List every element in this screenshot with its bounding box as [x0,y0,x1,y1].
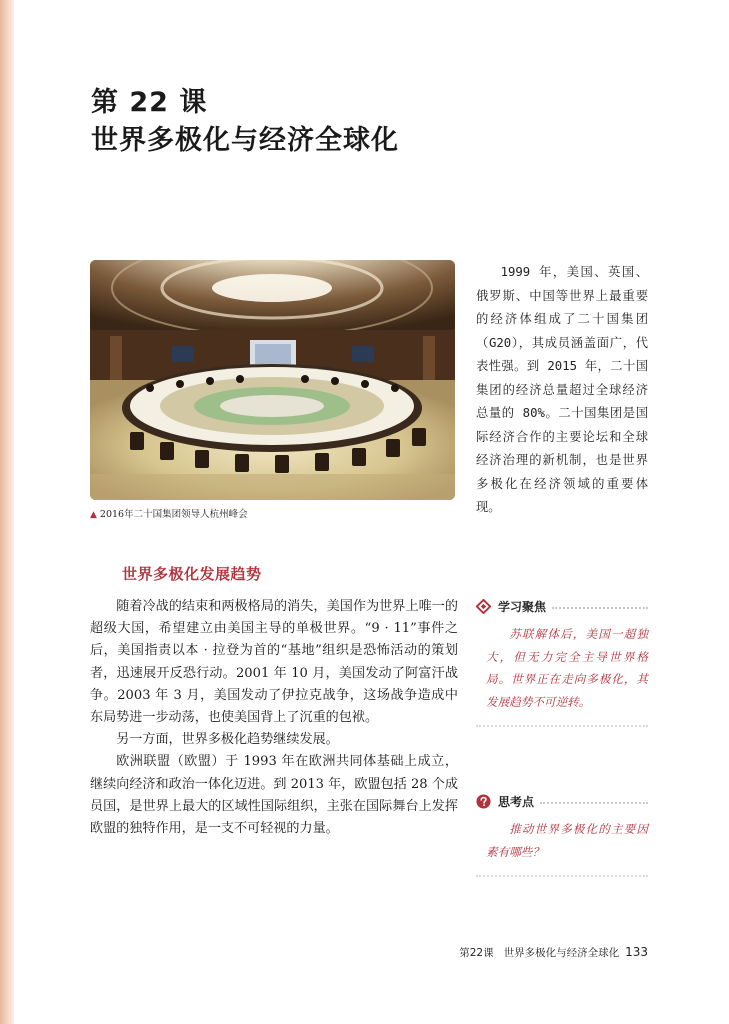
think-header [476,792,648,810]
dotted-divider [552,607,648,609]
lesson-title: 世界多极化与经济全球化 [91,125,399,156]
main-text [90,596,458,840]
caption-triangle-icon: ▲ [90,510,97,520]
section-heading: 世界多极化发展趋势 [122,565,262,583]
lesson-number: 第 22 课 [91,87,208,118]
think-text: 推动世界多极化的主要因素有哪些？ [486,822,648,859]
think-title: 思考点 [498,794,535,809]
think-box [476,792,648,877]
page-number: 133 [625,945,648,959]
paragraph: 另一方面，世界多极化趋势继续发展。 [116,732,339,748]
dotted-divider [540,802,648,804]
summit-hall-image [90,260,455,500]
dotted-divider [476,725,648,727]
page-footer [459,945,648,960]
study-focus-header [476,597,648,615]
diamond-focus-icon [476,599,491,614]
dotted-divider [476,875,648,877]
caption-text: 2016年二十国集团领导人杭州峰会 [99,509,248,520]
study-focus-box [476,597,648,727]
footer-lesson: 第22课 [459,947,494,959]
study-focus-title: 学习聚焦 [498,599,547,614]
question-mark-icon [476,794,491,809]
intro-text: 1999 年，美国、英国、俄罗斯、中国等世界上最重要的经济体组成了二十国集团（G20），其成员涵盖面广，代表性强。到 2015 年，二十国集团的经济总量超过全球经济总量的 80%。二十国集团是国际经济合作的主要论坛和全球经济治理的新机制，也是世界多极化在经济领域的重要体现。 [476,265,648,514]
paragraph: 欧洲联盟（欧盟）于 1993 年在欧洲共同体基础上成立，继续向经济和政治一体化迈进。到 2013 年，欧盟包括 28 个成员国，是世界上最大的区域性国际组织，主张在国际舞台上发挥欧盟的独特作用，是一支不可轻视的力量。 [90,754,458,837]
photo-caption [90,506,248,520]
study-focus-text: 苏联解体后，美国一超独大，但无力完全主导世界格局。世界正在走向多极化，其发展趋势不可逆转。 [486,627,648,709]
summit-photo [90,260,455,500]
page-edge-shadow [0,0,14,1024]
paragraph: 随着冷战的结束和两极格局的消失，美国作为世界上唯一的超级大国，希望建立由美国主导的单极世界。“9 · 11”事件之后，美国指责以本 · 拉登为首的“基地”组织是恐怖活动的策划者，迅速展开反恐行动。2001 年 10 月，美国发动了阿富汗战争。2003 年 3 月，美国发动了伊拉克战争，这场战争造成中东局势进一步动荡，也使美国背上了沉重的包袱。 [90,599,458,726]
footer-title: 世界多极化与经济全球化 [503,947,620,959]
